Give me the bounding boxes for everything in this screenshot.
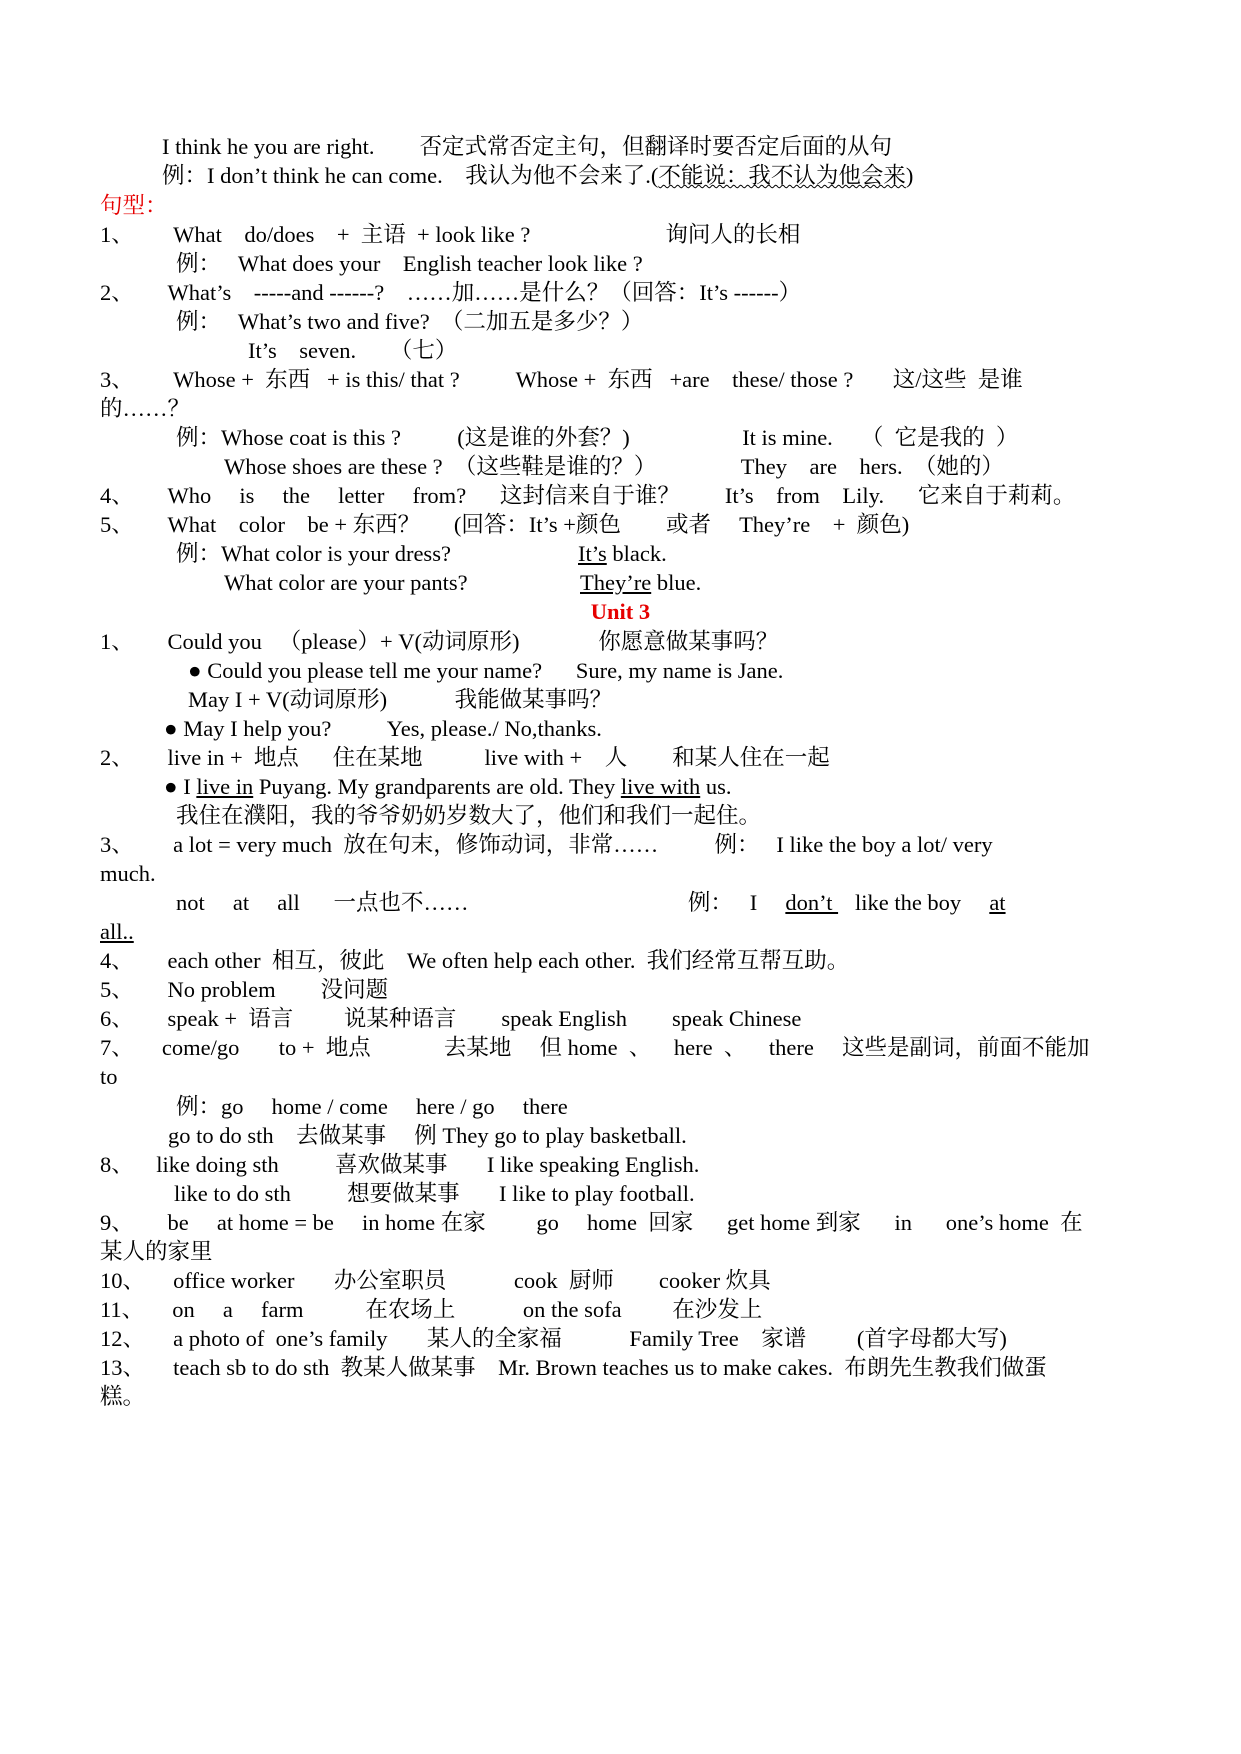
like-the-boy: like the boy [838, 890, 990, 915]
pattern-4: 4、 Who is the letter from? 这封信来自于谁？ It’s from Lily. 它来自于莉莉。 [100, 483, 1076, 508]
intro-line-2 [162, 160, 1212, 192]
pattern-3-cont: 的……？ [100, 396, 191, 421]
unit-item-6: 6、 speak + 语言 说某种语言 speak English speak Chinese [100, 1006, 802, 1031]
unit-item-3-not-at-all [176, 887, 1226, 919]
unit-item-7: 7、 come/go to + 地点 去某地 但 home 、 here 、 there 这些是副词，前面不能加 [100, 1035, 1090, 1060]
unit-item-9: 9、 be at home = be in home 在家 go home 回家 get home 到家 in one’s home 在 [100, 1210, 1083, 1235]
not-at-all-text: not at all 一点也不…… 例： I [176, 890, 786, 915]
unit-item-1-may: May I + V(动词原形) 我能做某事吗？ [188, 687, 613, 712]
unit-item-12: 12、 a photo of one’s family 某人的全家福 Family Tree 家谱 (首字母都大写) [100, 1326, 1007, 1351]
word-at: at [989, 890, 1006, 915]
unit-item-5: 5、 No problem 没问题 [100, 977, 389, 1002]
unit-item-1-may-example: ● May I help you? Yes, please./ No,thanks. [164, 716, 602, 741]
unit-item-1: 1、 Could you （please）+ V(动词原形) 你愿意做某事吗？ [100, 629, 779, 654]
intro-line-1: I think he you are right. 否定式常否定主句，但翻译时要否定后面的从句 [162, 134, 892, 159]
answer-blue: blue. [651, 570, 702, 595]
pattern-1-example: 例： What does your English teacher look like ? [176, 251, 643, 276]
unit-item-11: 11、 on a farm 在农场上 on the sofa 在沙发上 [100, 1297, 763, 1322]
pattern-2: 2、 What’s -----and ------? ……加……是什么？（回答：It’s ------） [100, 280, 802, 305]
example-middle: Puyang. My grandparents are old. They [253, 774, 621, 799]
unit-item-2-example [164, 771, 1214, 803]
intro-example-close: ) [905, 163, 914, 188]
example-bullet: ● I [164, 774, 197, 799]
intro-example-note: 不能说：我不认为他会来 [658, 163, 906, 188]
unit-item-3-cont: much. [100, 861, 156, 886]
pattern-5-answer-1 [578, 538, 1241, 570]
unit-item-8: 8、 like doing sth 喜欢做某事 I like speaking English. [100, 1152, 700, 1177]
answer-black: black. [606, 541, 667, 566]
pattern-3: 3、 Whose + 东西 + is this/ that ? Whose + 东西 +are these/ those ? 这/这些 是谁 [100, 367, 1023, 392]
intro-example-text: 例：I don’t think he can come. 我认为他不会来了.( [162, 163, 659, 188]
pattern-3-example-1: 例：Whose coat is this ? (这是谁的外套？) It is mine. （ 它是我的 ） [176, 425, 1019, 450]
answer-theyre: They’re [580, 570, 652, 595]
unit-item-2: 2、 live in + 地点 住在某地 live with + 人 和某人住在一起 [100, 745, 830, 770]
unit-item-7-go-to-do: go to do sth 去做某事 例 They go to play basketball. [168, 1123, 687, 1148]
unit-item-4: 4、 each other 相互，彼此 We often help each other. 我们经常互帮互助。 [100, 948, 850, 973]
unit-item-8-like-to-do: like to do sth 想要做某事 I like to play football. [174, 1181, 695, 1206]
unit-item-3: 3、 a lot = very much 放在句末，修饰动词，非常…… 例： I like the boy a lot/ very [100, 832, 993, 857]
pattern-2-answer: It’s seven. （七） [248, 338, 458, 363]
pattern-5-answer-2 [580, 567, 1241, 599]
pattern-1: 1、 What do/does + 主语 + look like ? 询问人的长相 [100, 222, 801, 247]
word-dont: don’t [785, 890, 839, 915]
unit-title: Unit 3 [590, 599, 651, 624]
unit-item-1-example: ● Could you please tell me your name? Sure, my name is Jane. [188, 658, 784, 683]
unit-item-7-example: 例：go home / come here / go there [176, 1094, 568, 1119]
pattern-5-example-1: 例：What color is your dress? [176, 541, 451, 566]
example-end: us. [700, 774, 732, 799]
unit-item-13: 13、 teach sb to do sth 教某人做某事 Mr. Brown teaches us to make cakes. 布朗先生教我们做蛋 [100, 1355, 1047, 1380]
unit-item-9-cont: 某人的家里 [100, 1239, 213, 1264]
unit-item-7-cont: to [100, 1064, 118, 1089]
unit-item-13-cont: 糕。 [100, 1384, 146, 1409]
pattern-2-example: 例： What’s two and five? （二加五是多少？） [176, 309, 644, 334]
phrase-live-with: live with [620, 774, 701, 799]
phrase-live-in: live in [196, 774, 254, 799]
unit-item-10: 10、 office worker 办公室职员 cook 厨师 cooker 炊具 [100, 1268, 771, 1293]
section-title: 句型： [100, 193, 168, 218]
pattern-3-example-2: Whose shoes are these ? （这些鞋是谁的？） They are hers. （她的） [224, 454, 1004, 479]
answer-its: It’s [578, 541, 607, 566]
pattern-5: 5、 What color be + 东西？ (回答：It’s +颜色 或者 They’re + 颜色) [100, 512, 910, 537]
unit-item-2-translation: 我住在濮阳，我的爷爷奶奶岁数大了，他们和我们一起住。 [176, 803, 762, 828]
unit-item-3-all: all.. [100, 919, 134, 944]
pattern-5-example-2: What color are your pants? [224, 570, 468, 595]
